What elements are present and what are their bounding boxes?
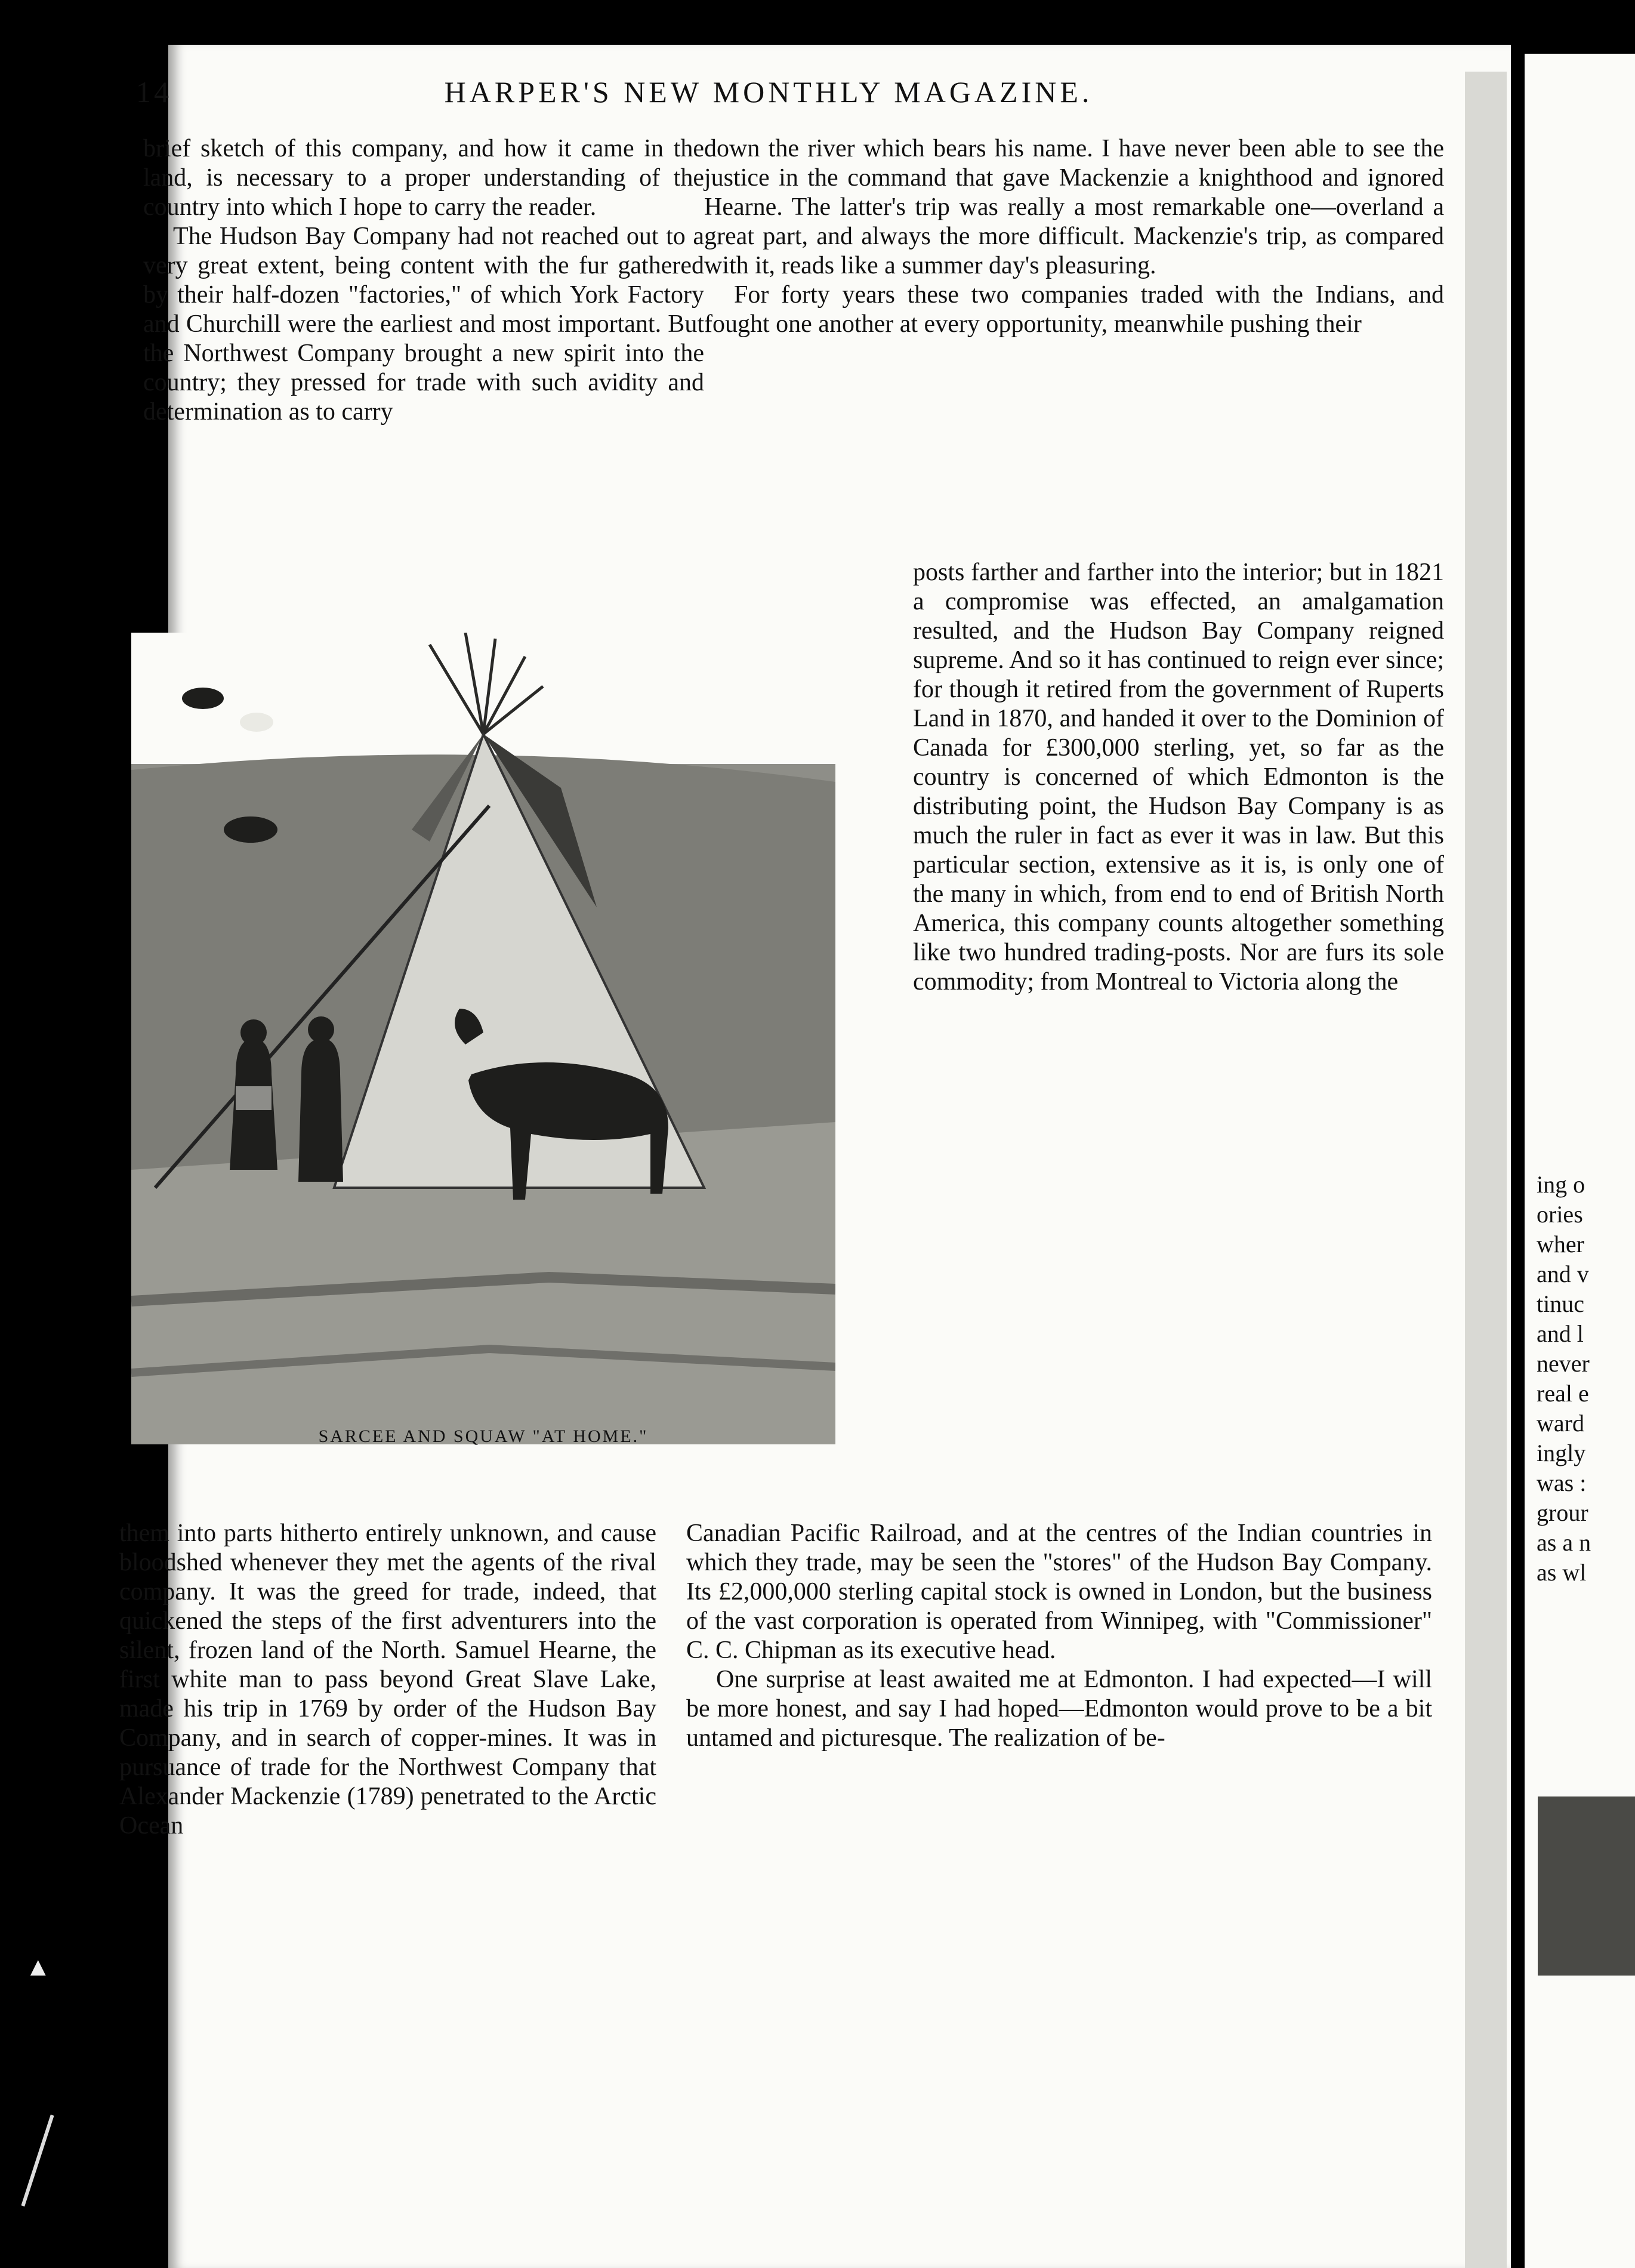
left-column-top [143,134,704,600]
page-number: 14 [136,75,172,109]
paragraph: Canadian Pacific Railroad, and at the centres of the Indian countries in which they trade, may be seen the "stores" of the Hudson Bay Company. Its £2,000,000 sterling capital stock is owned in London, but the business of the vast corporation is operated from Winnipeg, with "Commissioner" C. C. Chipman as its executive head. [686,1520,1432,1664]
adjacent-page-line: wher [1537,1231,1584,1258]
paragraph: down the river which bears his name. I have never been able to see the justice in the command that gave Mackenzie a knighthood and ignored Hearne. The latter's trip was really a most remarkable one—overland a great part, and always the more difficult. Mackenzie's trip, as compared with it, reads like a summer day's pleasuring. [704,135,1444,279]
adjacent-page-line: as a n [1537,1529,1591,1556]
adjacent-page-line: ingly [1537,1440,1586,1466]
paragraph: For forty years these two companies traded with the Indians, and fought one another at every opportunity, meanwhile pushing their [704,281,1444,338]
adjacent-page-line: ories [1537,1201,1583,1228]
page-edge [1465,72,1507,2268]
figure-caption: SARCEE AND SQUAW "AT HOME." [318,1426,649,1446]
adjacent-page-line: ing o [1537,1171,1585,1198]
adjacent-page [1525,54,1635,2268]
adjacent-page-line: never [1537,1350,1590,1377]
adjacent-page-line: and v [1537,1261,1589,1287]
paragraph: them into parts hitherto entirely unknown, and cause bloodshed whenever they met the agents of the rival company. It was the greed for trade, indeed, that quickened the steps of the first adventurers into the silent, frozen land of the North. Samuel Hearne, the first white man to pass beyond Great Slave Lake, made his trip in 1769 by order of the Hudson Bay Company, and in search of copper-mines. It was in pursuance of trade for the Northwest Company that Alexander Mackenzie (1789) penetrated to the Arctic Ocean [119,1520,656,1839]
right-column-top [704,134,1444,600]
tipi-scene-illustration [131,633,835,1444]
adjacent-page-line: real e [1537,1380,1589,1407]
adjacent-page-line: and l [1537,1320,1584,1347]
paragraph: brief sketch of this company, and how it came in the land, is necessary to a proper understanding of the country into which I hope to carry the reader. [143,135,704,221]
figure-photo [131,633,835,1444]
adjacent-page-photo [1538,1796,1635,1976]
adjacent-page-line: was : [1537,1469,1587,1496]
right-column-bottom [686,1519,1432,1996]
adjacent-page-line: grour [1537,1499,1588,1526]
left-column-bottom [119,1519,656,1996]
right-column-beside-figure [913,558,1444,1537]
adjacent-page-line: ward [1537,1410,1584,1437]
paragraph: The Hudson Bay Company had not reached out to a very great extent, being content with the fur gathered by their half-dozen "factories," of which York Factory and Churchill were the earliest and most important. But the Northwest Company brought a new spirit into the country; they pressed for trade with such avidity and determination as to carry [143,223,704,426]
margin-mark: ▲ [25,1952,51,1982]
adjacent-page-line: as wl [1537,1559,1587,1586]
adjacent-page-text [1537,1170,1591,1588]
adjacent-page-line: tinuc [1537,1290,1584,1317]
paragraph: One surprise at least awaited me at Edmonton. I had expected—I will be more honest, and say I had hoped—Edmonton would prove to be a bit untamed and picturesque. The realization of be- [686,1666,1432,1752]
running-header [136,75,1401,122]
paragraph: posts farther and farther into the interior; but in 1821 a compromise was effected, an amalgamation resulted, and the Hudson Bay Company reigned supreme. And so it has continued to reign ever since; for though it retired from the government of Ruperts Land in 1870, and handed it over to the Dominion of Canada for £300,000 sterling, yet, so far as the country is concerned of which Edmonton is the distributing point, the Hudson Bay Company is as much the ruler in fact as ever it was in law. But this particular section, extensive as it is, is only one of the many in which, from end to end of British North America, this company counts altogether something like two hundred trading-posts. Nor are furs its sole commodity; from Montreal to Victoria along the [913,559,1444,996]
margin-line [21,2115,54,2207]
magazine-title: HARPER'S NEW MONTHLY MAGAZINE. [444,75,1093,109]
